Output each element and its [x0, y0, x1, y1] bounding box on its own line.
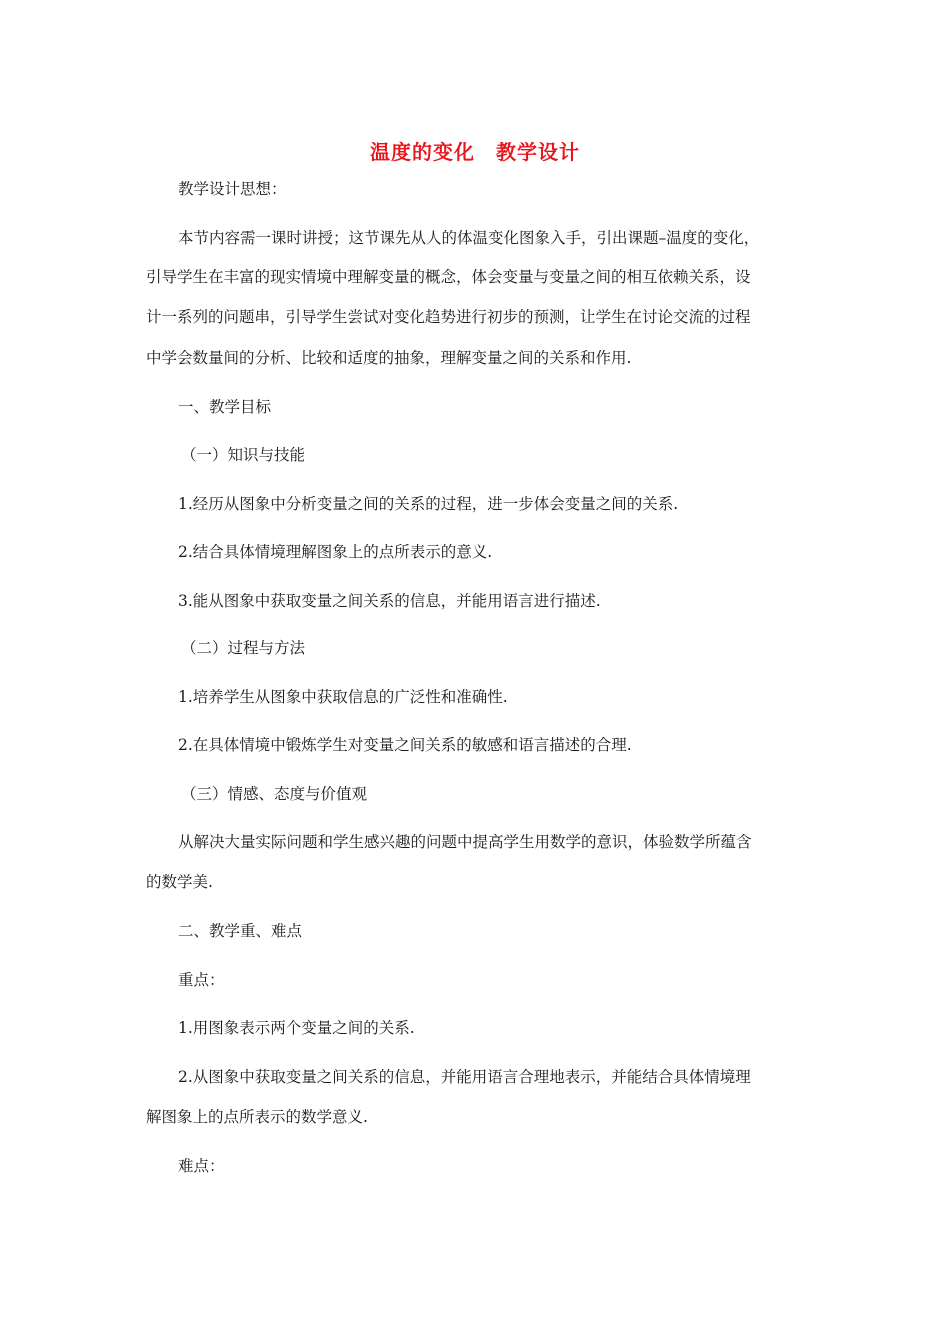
list-item: 2.从图象中获取变量之间关系的信息，并能用语言合理地表示，并能结合具体情境理 — [178, 1068, 751, 1086]
subsection-heading-knowledge: （一）知识与技能 — [181, 446, 306, 464]
list-item: 1.培养学生从图象中获取信息的广泛性和准确性. — [178, 688, 508, 706]
label-key-point: 重点： — [178, 971, 225, 989]
paragraph-line: 中学会数量间的分析、比较和适度的抽象，理解变量之间的关系和作用. — [146, 349, 632, 367]
paragraph-line: 引导学生在丰富的现实情境中理解变量的概念，体会变量与变量之间的相互依赖关系，设 — [146, 268, 751, 286]
paragraph-line: 本节内容需一课时讲授；这节课先从人的体温变化图象入手，引出课题–温度的变化， — [178, 229, 760, 247]
section-heading-key-points: 二、教学重、难点 — [178, 922, 303, 940]
list-item-continuation: 解图象上的点所表示的数学意义. — [146, 1108, 368, 1126]
paragraph-line: 计一系列的问题串，引导学生尝试对变化趋势进行初步的预测，让学生在讨论交流的过程 — [146, 308, 751, 326]
paragraph-line: 从解决大量实际问题和学生感兴趣的问题中提高学生用数学的意识，体验数学所蕴含 — [178, 833, 752, 851]
section-heading-design-idea: 教学设计思想： — [178, 180, 287, 198]
subsection-heading-process: （二）过程与方法 — [181, 639, 306, 657]
subsection-heading-attitude: （三）情感、态度与价值观 — [181, 785, 368, 803]
label-difficult-point: 难点： — [178, 1157, 225, 1175]
paragraph-line: 的数学美. — [146, 873, 213, 891]
list-item: 2.结合具体情境理解图象上的点所表示的意义. — [178, 543, 493, 561]
document-title: 温度的变化 教学设计 — [370, 140, 580, 164]
list-item: 2.在具体情境中锻炼学生对变量之间关系的敏感和语言描述的合理. — [178, 736, 632, 754]
list-item: 3.能从图象中获取变量之间关系的信息，并能用语言进行描述. — [178, 592, 601, 610]
list-item: 1.经历从图象中分析变量之间的关系的过程，进一步体会变量之间的关系. — [178, 495, 679, 513]
list-item: 1.用图象表示两个变量之间的关系. — [178, 1019, 415, 1037]
section-heading-objectives: 一、教学目标 — [178, 398, 272, 416]
